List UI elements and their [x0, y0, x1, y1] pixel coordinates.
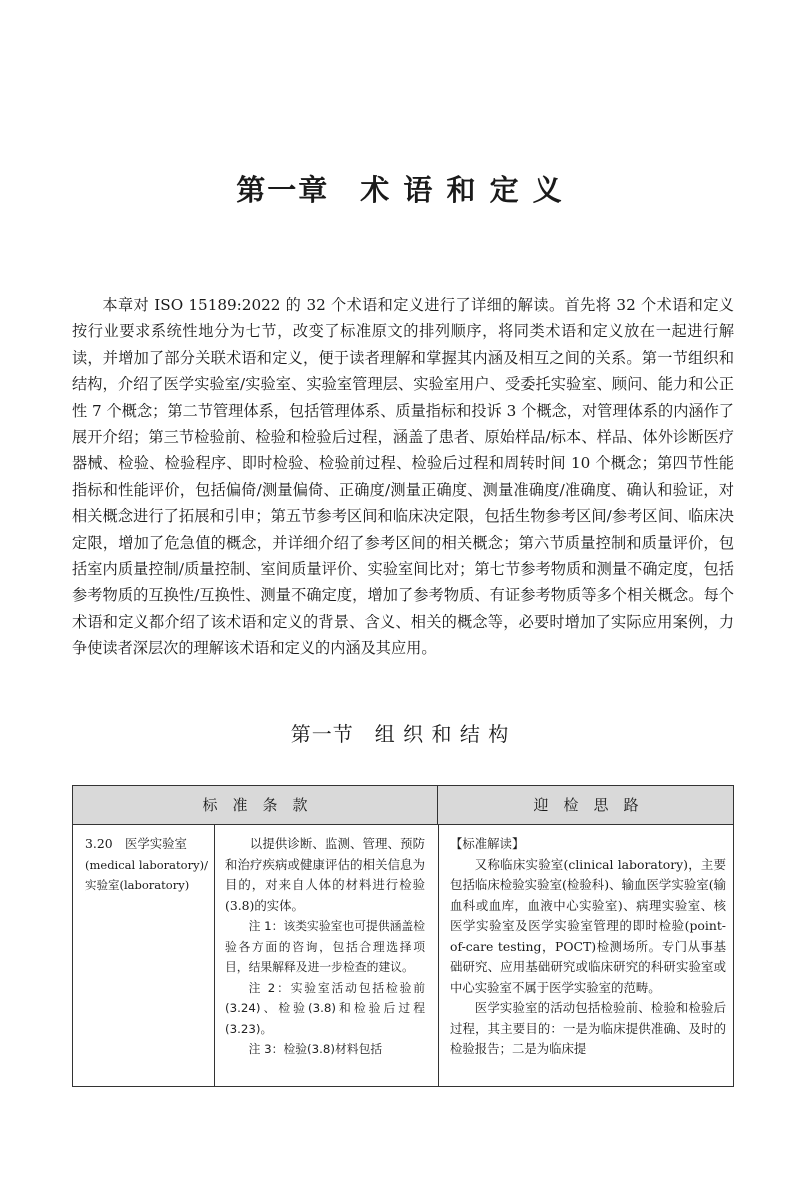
note-1: 注 1：该类实验室也可提供涵盖检验各方面的咨询，包括合理选择项目，结果解释及进一步检查的建议。: [225, 919, 426, 974]
chapter-title: 第一章 术 语 和 定 义: [236, 173, 564, 207]
definition-cell: [225, 834, 425, 1060]
term-alias: 实验室(laboratory): [85, 878, 190, 892]
guide-paragraph-2: 医学实验室的活动包括检验前、检验和检验后过程，其主要目的：一是为临床提供准确、及时的检验报告；二是为临床提: [450, 1000, 726, 1056]
section-title: 第一节 组 织 和 结 构: [290, 722, 510, 746]
note-3: 注 3：检验(3.8)材料包括: [248, 1042, 383, 1056]
definition-text: 以提供诊断、监测、管理、预防和治疗疾病或健康评估的相关信息为目的，对来自人体的材料进行检验(3.8)的实体。: [225, 836, 425, 913]
guide-paragraph-1: 又称临床实验室(clinical laboratory)，主要包括临床检验实验室(检验科)、输血医学实验室(输血科或血库，血液中心实验室)、病理实验室、核医学实验室及医学实验室管理的即时检验(point-of-care testing，POCT)检测场所。专门从事基础研究、应用基础研究或临床研究的科研实验室或中心实验室不属于医学实验室的范畴。: [450, 856, 726, 995]
table-header-row: [73, 786, 733, 825]
guide-label: 【标准解读】: [450, 836, 525, 851]
column-divider-guide: [438, 825, 439, 1086]
standard-table: [72, 785, 734, 1087]
guide-cell: [450, 834, 726, 1060]
intro-paragraph: 本章对 ISO 15189:2022 的 32 个术语和定义进行了详细的解读。首先将 32 个术语和定义按行业要求系统性地分为七节，改变了标准原文的排列顺序，将同类术语和定义放在一起进行解读，并增加了部分关联术语和定义，便于读者理解和掌握其内涵及相互之间的关系。第一节组织和结构，介绍了医学实验室/实验室、实验室管理层、实验室用户、受委托实验室、顾问、能力和公正性 7 个概念；第二节管理体系，包括管理体系、质量指标和投诉 3 个概念，对管理体系的内涵作了展开介绍；第三节检验前、检验和检验后过程，涵盖了患者、原始样品/标本、样品、体外诊断医疗器械、检验、检验程序、即时检验、检验前过程、检验后过程和周转时间 10 个概念；第四节性能指标和性能评价，包括偏倚/测量偏倚、正确度/测量正确度、测量准确度/准确度、确认和验证，对相关概念进行了拓展和引申；第五节参考区间和临床决定限，包括生物参考区间/参考区间、临床决定限，增加了危急值的概念，并详细介绍了参考区间的相关概念；第六节质量控制和质量评价，包括室内质量控制/质量控制、室间质量评价、实验室间比对；第七节参考物质和测量不确定度，包括参考物质的互换性/互换性、测量不确定度，增加了参考物质、有证参考物质等多个相关概念。每个术语和定义都介绍了该术语和定义的背景、含义、相关的概念等，必要时增加了实际应用案例，力争使读者深层次的理解该术语和定义的内涵及其应用。: [72, 296, 734, 658]
header-standard-clause: 标 准 条 款: [73, 786, 438, 824]
note-2: 注 2：实验室活动包括检验前(3.24)、检验(3.8)和检验后过程(3.23)。: [225, 980, 425, 1036]
term-number-name: 3.20 医学实验室: [85, 836, 187, 851]
header-inspection-approach: 迎 检 思 路: [533, 796, 639, 814]
term-english: (medical laboratory)/: [85, 857, 208, 872]
term-cell: [85, 834, 215, 896]
